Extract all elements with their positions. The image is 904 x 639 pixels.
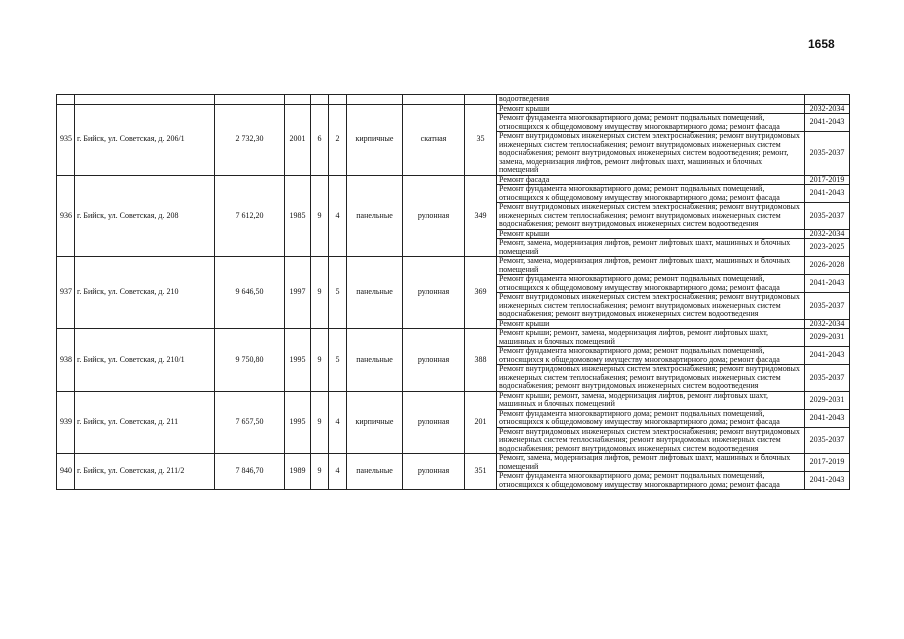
work-period: 2026-2028 [805,257,850,275]
building-floors: 6 [311,104,329,175]
cell-empty [465,95,497,105]
work-description: Ремонт внутридомовых инженерных систем электроснабжения; ремонт внутридомовых инженерных систем теплоснабжения; ремонт внутридомовых инженерных систем водоснабжения; ремонт внутридомовых инженерных систем водоотведения [497,365,805,392]
table-row [57,454,850,472]
table-row [57,391,850,409]
work-period: 2041-2043 [805,185,850,203]
work-description: Ремонт фундамента многоквартирного дома; ремонт подвальных помещений, относящихся к общедомовому имуществу многоквартирного дома; ремонт фасада [497,275,805,293]
work-description: Ремонт, замена, модернизация лифтов, ремонт лифтовых шахт, машинных и блочных помещений [497,454,805,472]
work-description: Ремонт фундамента многоквартирного дома; ремонт подвальных помещений, относящихся к общедомовому имуществу многоквартирного дома; ремонт фасада [497,347,805,365]
building-address: г. Бийск, ул. Советская, д. 211/2 [75,454,215,490]
building-entrances: 2 [329,104,347,175]
table-row [57,257,850,275]
work-description: Ремонт крыши; ремонт, замена, модернизация лифтов, ремонт лифтовых шахт, машинных и блочных помещений [497,391,805,409]
cell-empty [285,95,311,105]
wall-material: кирпичные [347,391,403,454]
building-address: г. Бийск, ул. Советская, д. 210/1 [75,329,215,392]
work-period: 2035-2037 [805,203,850,230]
table-row [57,175,850,185]
building-year: 1997 [285,257,311,329]
building-floors: 9 [311,175,329,257]
cell-empty [329,95,347,105]
wall-material: панельные [347,175,403,257]
table-body [57,95,850,490]
roof-type: скатная [403,104,465,175]
continuation-row [57,95,850,105]
table-row [57,104,850,114]
building-area: 7 846,70 [215,454,285,490]
work-period: 2041-2043 [805,409,850,427]
work-period: 2041-2043 [805,472,850,490]
housing-repair-table [56,94,850,490]
wall-material: панельные [347,329,403,392]
building-area: 9 646,50 [215,257,285,329]
work-period: 2041-2043 [805,275,850,293]
roof-type: рулонная [403,329,465,392]
building-entrances: 4 [329,454,347,490]
flat-count: 351 [465,454,497,490]
building-year: 2001 [285,104,311,175]
work-description: Ремонт фундамента многоквартирного дома; ремонт подвальных помещений, относящихся к общедомовому имуществу многоквартирного дома; ремонт фасада [497,114,805,132]
building-number: 938 [57,329,75,392]
work-description: Ремонт крыши [497,104,805,114]
cell-empty [215,95,285,105]
building-area: 9 750,80 [215,329,285,392]
work-description: Ремонт крыши; ремонт, замена, модернизация лифтов, ремонт лифтовых шахт, машинных и блочных помещений [497,329,805,347]
work-period: 2035-2037 [805,427,850,454]
work-period: 2023-2025 [805,239,850,257]
work-period: 2035-2037 [805,365,850,392]
building-area: 7 657,50 [215,391,285,454]
work-description: Ремонт фундамента многоквартирного дома; ремонт подвальных помещений, относящихся к общедомовому имуществу многоквартирного дома; ремонт фасада [497,409,805,427]
building-number: 935 [57,104,75,175]
work-description: Ремонт, замена, модернизация лифтов, ремонт лифтовых шахт, машинных и блочных помещений [497,257,805,275]
roof-type: рулонная [403,257,465,329]
building-address: г. Бийск, ул. Советская, д. 206/1 [75,104,215,175]
page-number: 1658 [808,37,835,51]
flat-count: 349 [465,175,497,257]
building-entrances: 4 [329,391,347,454]
roof-type: рулонная [403,454,465,490]
building-entrances: 5 [329,329,347,392]
work-description: Ремонт фасада [497,175,805,185]
flat-count: 35 [465,104,497,175]
cell-empty [347,95,403,105]
building-floors: 9 [311,391,329,454]
building-floors: 9 [311,454,329,490]
work-description: Ремонт фундамента многоквартирного дома; ремонт подвальных помещений, относящихся к общедомовому имуществу многоквартирного дома; ремонт фасада [497,472,805,490]
building-year: 1989 [285,454,311,490]
building-address: г. Бийск, ул. Советская, д. 208 [75,175,215,257]
work-description: Ремонт, замена, модернизация лифтов, ремонт лифтовых шахт, машинных и блочных помещений [497,239,805,257]
work-period: 2029-2031 [805,391,850,409]
building-year: 1985 [285,175,311,257]
flat-count: 201 [465,391,497,454]
work-description: Ремонт фундамента многоквартирного дома; ремонт подвальных помещений, относящихся к общедомовому имуществу многоквартирного дома; ремонт фасада [497,185,805,203]
work-description: Ремонт внутридомовых инженерных систем электроснабжения; ремонт внутридомовых инженерных систем теплоснабжения; ремонт внутридомовых инженерных систем водоснабжения; ремонт внутридомовых инженерных систем водоотведения [497,293,805,320]
work-description: Ремонт внутридомовых инженерных систем электроснабжения; ремонт внутридомовых инженерных систем теплоснабжения; ремонт внутридомовых инженерных систем водоснабжения; ремонт внутридомовых инженерных систем водоотведения [497,203,805,230]
work-description: Ремонт внутридомовых инженерных систем электроснабжения; ремонт внутридомовых инженерных систем теплоснабжения; ремонт внутридомовых инженерных систем водоснабжения; ремонт внутридомовых инженерных систем водоотведения [497,427,805,454]
building-number: 937 [57,257,75,329]
building-entrances: 5 [329,257,347,329]
work-description: Ремонт крыши [497,319,805,329]
work-period: 2041-2043 [805,114,850,132]
table-row [57,329,850,347]
work-description: Ремонт внутридомовых инженерных систем электроснабжения; ремонт внутридомовых инженерных систем теплоснабжения; ремонт внутридомовых инженерных систем водоснабжения; ремонт внутридомовых инженерных систем водоотведения; ремонт, замена, модернизация лифтов, ремонт лифтовых шахт, машинных и блочных помещений [497,132,805,176]
building-entrances: 4 [329,175,347,257]
building-area: 2 732,30 [215,104,285,175]
work-period: 2017-2019 [805,175,850,185]
building-number: 936 [57,175,75,257]
work-period: 2041-2043 [805,347,850,365]
work-period: 2032-2034 [805,229,850,239]
building-floors: 9 [311,257,329,329]
cell-empty [75,95,215,105]
work-period: 2035-2037 [805,132,850,176]
flat-count: 369 [465,257,497,329]
work-cell: водоотведения [497,95,805,105]
building-address: г. Бийск, ул. Советская, д. 210 [75,257,215,329]
work-period: 2017-2019 [805,454,850,472]
flat-count: 388 [465,329,497,392]
building-address: г. Бийск, ул. Советская, д. 211 [75,391,215,454]
building-year: 1995 [285,391,311,454]
building-number: 940 [57,454,75,490]
roof-type: рулонная [403,391,465,454]
work-description: Ремонт крыши [497,229,805,239]
cell-empty [57,95,75,105]
roof-type: рулонная [403,175,465,257]
cell-empty [311,95,329,105]
cell-empty [403,95,465,105]
building-year: 1995 [285,329,311,392]
building-floors: 9 [311,329,329,392]
work-period: 2035-2037 [805,293,850,320]
wall-material: панельные [347,454,403,490]
work-period: 2032-2034 [805,319,850,329]
building-number: 939 [57,391,75,454]
wall-material: панельные [347,257,403,329]
work-period: 2029-2031 [805,329,850,347]
work-period: 2032-2034 [805,104,850,114]
building-area: 7 612,20 [215,175,285,257]
cell-empty [805,95,850,105]
wall-material: кирпичные [347,104,403,175]
